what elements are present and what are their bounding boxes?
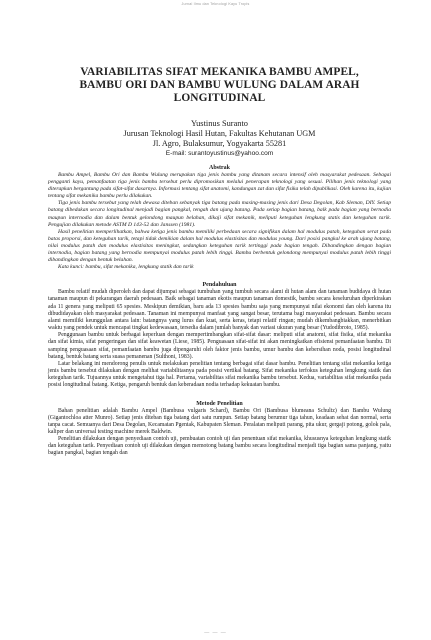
body-paragraph: Penelitian dilakukan dengan penyediaan contoh uji, pembuatan contoh uji dan penentuan sifat mekanika, khususnya keteguhan lengkung statik dan keteguhan tarik. Penyediaan contoh uji dilakukan dengan memotong batang bambu secara longitudinal menjadi tiga bagian sama panjang, yaitu bagian pangkal, bagian tengah dan [48, 436, 391, 457]
body-paragraph: Bambu relatif mudah diperoleh dan dapat dijumpai sebagai tumbuhan yang tumbuh secara alami di hutan alam dan tanaman budidaya di hutan tanaman maupun di pekarangan daerah pedesaan. Baik sebagai tanaman ekotis maupun tanaman domestik, bambu secara keseluruhan diperkirakan ada 11 genera yang meliputi 65 spesies. Meskipun demikian, baru ada 13 spesies bambu saja yang mempunyai nilai ekonomi dan oleh karena itu dibudidayakan oleh masyarakat pedesaan. Tanaman ini mempunyai manfaat yang sangat besar, terutama bagi masyarakat pedesaan. Bambu secara alami memiliki keunggulan antara lain: batangnya yang lurus dan kuat, serta keras, tetapi relatif ringan; mudah dikembangbiakkan, menerbitkan waktu yang pendek untuk mencapai tingkat kedewasaan, tersedia dalam jumlah banyak dan variasi ukuran yang besar (Yudodibroto, 1985). [48, 289, 391, 332]
author-email[interactable]: E-mail: surantoyustinus@yahoo.com [165, 150, 274, 157]
pendahuluan-body [48, 289, 391, 389]
section-heading-pendahuluan: Pendahuluan [202, 282, 237, 289]
page-footer-mark: — — — [204, 631, 227, 636]
author-name: Yustinus Suranto [191, 119, 248, 128]
keywords: Kata kunci: bambu, sifat mekanika, lengkung statik dan tarik [58, 264, 194, 271]
abstract-paragraph: Hasil penelitian memperlihatkan, bahwa ketiga jenis bambu memiliki perbedaan secara signifikan dalam hal modulus patah, keteguhan serat pada batas proporsi, dan keteguhan tarik, tetapi tidak demikian dalam hal modulus elastisitas dan modulus young. Dari posisi pangkal ke arah ujung batang, nilai modulus patah dan modulus elastisitas meningkat, sedangkan keteguhan tarik tertinggi pada bagian tengah. Dibandingkan dengan bagian internodia, bagian batang yang bernodia mempunyai modulus patah lebih tinggi. Bambu berbentuk gelondong mempunyai modulus patah lebih tinggi dibandingkan dengan bentuk belahan. [48, 228, 391, 264]
abstract-body [48, 172, 391, 271]
title-line: VARIABILITAS SIFAT MEKANIKA BAMBU AMPEL, [80, 66, 359, 78]
title-line: BAMBU ORI DAN BAMBU WULUNG DALAM ARAH [79, 79, 360, 91]
body-paragraph: Bahan penelitian adalah Bambu Ampel (Bambusa vulgaris Schard), Bambu Ori (Bambusa blumeana Schultz) dan Bambu Wulung (Gigantochloa atter Munro). Setiap jenis diteban tiga batang dari satu rumpun. Setiap batang berumur tiga tahun, keadaan sehat dan normal, serta tanpa cacat. Semuanya dari Desa Degolan, Kecamatan Pgentak, Kabupaten Sleman. Peralatan meliputi parang, pita ukur, gergaji potong, golok pala, kaliper dan universal testing machine merek Baldwin. [48, 407, 391, 435]
running-header: Jurnal Ilmu dan Teknologi Kayu Tropis [181, 2, 250, 6]
abstract-heading: Abstrak [208, 165, 230, 171]
section-heading-metode: Metode Penelitian [196, 400, 243, 407]
affiliation-line: Jurusan Teknologi Hasil Hutan, Fakultas Kehutanan UGM [123, 129, 316, 138]
body-paragraph: Latar belakang ini mendorong penulis untuk melakukan penelitian tentang berbagai sifat dasar bambu. Penelitian tentang sifat mekanika ketiga jenis bambu tersebut dilakukan dengan melihat variabilitasnya pada posisi vertikal batang. Sifat mekanika terfokus keteguhan lengkung statik dan keteguhan tarik. Tujuannya untuk mengetahui tiga hal. Pertama, variabilitas sifat mekanika bambu tersebut. Kedua, variabilitas sifat mekanika pada posisi longitudinal batang. Ketiga, pengaruh bentuk dan keberadaan nodia terhadap kekuatan bambu. [48, 360, 391, 389]
abstract-paragraph: Bambu Ampel, Bambu Ori dan Bambu Wulung merupakan tiga jenis bambu yang ditanam secara intensif oleh masyarakat pedesaan. Sebagai pengganti kayu, pemanfaatan tiga jenis bambu tersebut perlu dipromosikan melalui penerapan teknologi yang sesuai. Pilihan jenis teknologi yang diterapkan bergantung pada sifat-sifat dasarnya. Informasi tentang sifat anatomi, kandungan zat dan sifat fisika telah dipublikasi. Oleh karena itu, kajian tentang sifat mekanika bambu perlu dilakukan. [48, 172, 391, 200]
title-line: LONGITUDINAL [173, 92, 266, 104]
abstract-paragraph: Tiga jenis bambu tersebut yang telah dewasa diteban sebanyak tiga batang pada masing-masing jenis dari Desa Degolan, Kab Sleman, DIY. Setiap batang dibedakan secara longitudinal menjadi bagian pangkal, tengah dan ujung batang. Pada setiap bagian batang, balk pada bagian yang bernodia maupun internodia dan dalam bentuk gelondong maupun belahan, dikaji sifat mekanik, meliputi keteguhan lengkung statis dan keteguhan tarik. Pengujian dilakukan metode ASTM D 143-52 dan Janssen (1981). [48, 200, 391, 228]
body-paragraph: Penggunaan bambu untuk berbagai keperluan dengan mempertimbangkan sifat-sifat dasar: meliputi sifat anatomi, sifat fisika, sifat mekanika dan sifat kimia, sifat pengeringan dan sifat keawetan (Liese, 1985). Penguasaan sifat-sifat ini akan meningkatkan efisiensi pemanfaatan bambu. Di samping penguasaan sifat, pemanfaatan bambu juga dipengaruhi oleh faktor jenis bambu, umur bambu dan kebersihan noda, posisi longitudinal batang, bentuk batang serta suasa pemanenan (Sulthoni, 1983). [48, 332, 391, 360]
paper-title [48, 0, 391, 105]
metode-body [48, 408, 391, 458]
affiliation-line: Jl. Agro, Bulaksumur, Yogyakarta 55281 [152, 139, 287, 148]
